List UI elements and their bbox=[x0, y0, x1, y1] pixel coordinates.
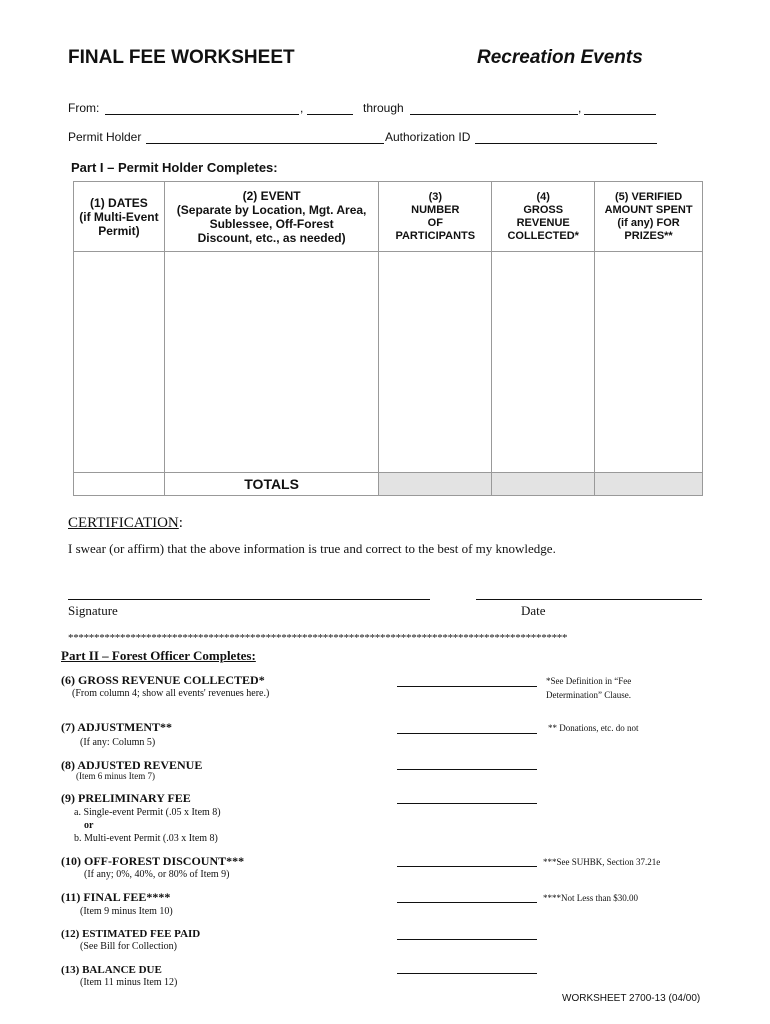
item-9-sub-b: b. Multi-event Permit (.03 x Item 8) bbox=[74, 833, 218, 844]
prizes-total-cell[interactable] bbox=[595, 473, 703, 496]
certification-text: I swear (or affirm) that the above information is true and correct to the best of my knowledge. bbox=[68, 541, 556, 556]
item-7-sub: (If any: Column 5) bbox=[80, 737, 156, 748]
item-12-field[interactable] bbox=[397, 939, 537, 940]
authorization-id-field[interactable] bbox=[475, 143, 657, 144]
col-dates-header bbox=[74, 182, 165, 252]
col-dates-line3: Permit) bbox=[98, 223, 140, 238]
part2-heading: Part II – Forest Officer Completes: bbox=[61, 648, 256, 663]
col-prizes-line3: (if any) FOR bbox=[617, 216, 680, 229]
authorization-id-label: Authorization ID bbox=[385, 130, 471, 144]
item-9-label: (9) PRELIMINARY FEE bbox=[61, 791, 191, 805]
table-entry-row bbox=[74, 252, 703, 473]
col-prizes-line2: AMOUNT SPENT bbox=[604, 203, 693, 216]
through-label: through bbox=[363, 101, 404, 115]
item-11-note: ****Not Less than $30.00 bbox=[543, 893, 638, 903]
col-event-line2: (Separate by Location, Mgt. Area, bbox=[176, 202, 367, 217]
date-field[interactable] bbox=[476, 599, 702, 600]
col-participants-line4: PARTICIPANTS bbox=[395, 229, 476, 242]
page-subtitle: Recreation Events bbox=[477, 47, 643, 68]
item-7-note: ** Donations, etc. do not bbox=[548, 723, 639, 733]
participants-total-cell[interactable] bbox=[379, 473, 492, 496]
permit-holder-label: Permit Holder bbox=[68, 130, 142, 144]
revenue-total-cell[interactable] bbox=[492, 473, 595, 496]
item-13-sub: (Item 11 minus Item 12) bbox=[80, 977, 178, 988]
col-event-line1: (2) EVENT bbox=[242, 188, 301, 203]
item-6-note-line2: Determination” Clause. bbox=[546, 690, 631, 700]
item-9-sub-a: a. Single-event Permit (.05 x Item 8) bbox=[74, 807, 221, 818]
item-6-note bbox=[546, 674, 631, 702]
prizes-entry-cell[interactable] bbox=[595, 252, 703, 473]
permit-holder-table bbox=[73, 181, 703, 496]
through-date-field[interactable] bbox=[410, 114, 578, 115]
item-7-label: (7) ADJUSTMENT** bbox=[61, 720, 173, 734]
certification-colon: : bbox=[178, 515, 183, 531]
through-year-field[interactable] bbox=[584, 114, 656, 115]
col-prizes-line4: PRIZES** bbox=[624, 229, 673, 242]
dates-entry-cell[interactable] bbox=[74, 252, 165, 473]
col-revenue-line2: GROSS bbox=[523, 203, 564, 216]
item-10-field[interactable] bbox=[397, 866, 537, 867]
item-10-label: (10) OFF-FOREST DISCOUNT*** bbox=[61, 854, 245, 868]
item-12-sub: (See Bill for Collection) bbox=[80, 941, 177, 952]
col-event-line3: Sublessee, Off-Forest bbox=[209, 216, 334, 231]
item-11-field[interactable] bbox=[397, 902, 537, 903]
item-10-note: ***See SUHBK, Section 37.21e bbox=[543, 857, 661, 867]
col-dates-line1: (1) DATES bbox=[90, 195, 148, 210]
from-label: From: bbox=[68, 101, 100, 115]
col-prizes-line1: (5) VERIFIED bbox=[614, 190, 683, 203]
signature-field[interactable] bbox=[68, 599, 430, 600]
col-prizes-header bbox=[595, 182, 703, 252]
revenue-entry-cell[interactable] bbox=[492, 252, 595, 473]
col-revenue-line4: COLLECTED* bbox=[507, 229, 579, 242]
from-comma: , bbox=[300, 101, 304, 115]
col-revenue-line3: REVENUE bbox=[516, 216, 570, 229]
from-date-field[interactable] bbox=[105, 114, 299, 115]
item-6-note-line1: *See Definition in “Fee bbox=[546, 676, 632, 686]
col-revenue-header bbox=[492, 182, 595, 252]
item-6-label: (6) GROSS REVENUE COLLECTED* bbox=[61, 673, 265, 687]
section-divider: ************************************************************************************************ bbox=[68, 632, 568, 644]
item-8-label: (8) ADJUSTED REVENUE bbox=[61, 758, 203, 772]
item-6-field[interactable] bbox=[397, 686, 537, 687]
item-11-label: (11) FINAL FEE**** bbox=[61, 890, 171, 904]
table-totals-row bbox=[74, 473, 703, 496]
from-year-field[interactable] bbox=[307, 114, 353, 115]
item-6-sub: (From column 4; show all events' revenues here.) bbox=[72, 688, 270, 699]
item-12-label: (12) ESTIMATED FEE PAID bbox=[61, 928, 201, 940]
item-9-sub-or: or bbox=[84, 820, 94, 831]
event-entry-cell[interactable] bbox=[164, 252, 379, 473]
item-7-field[interactable] bbox=[397, 733, 537, 734]
item-10-sub: (If any; 0%, 40%, or 80% of Item 9) bbox=[84, 869, 230, 880]
col-participants-line2: NUMBER bbox=[411, 203, 460, 216]
form-number: WORKSHEET 2700-13 (04/00) bbox=[562, 993, 701, 1004]
col-event-line4: Discount, etc., as needed) bbox=[197, 230, 346, 245]
certification-heading bbox=[68, 515, 183, 532]
item-8-sub: (Item 6 minus Item 7) bbox=[76, 771, 155, 781]
part1-heading: Part I – Permit Holder Completes: bbox=[71, 160, 278, 175]
item-13-label: (13) BALANCE DUE bbox=[61, 964, 162, 976]
col-revenue-line1: (4) bbox=[536, 190, 550, 203]
totals-label: TOTALS bbox=[164, 473, 379, 496]
col-event-header bbox=[164, 182, 379, 252]
permit-holder-field[interactable] bbox=[146, 143, 384, 144]
item-11-sub: (Item 9 minus Item 10) bbox=[80, 906, 173, 917]
through-comma: , bbox=[578, 101, 582, 115]
certification-heading-text: CERTIFICATION bbox=[68, 515, 179, 531]
signature-label: Signature bbox=[68, 603, 118, 618]
col-dates-line2: (if Multi-Event bbox=[79, 209, 159, 224]
item-9-field[interactable] bbox=[397, 803, 537, 804]
col-participants-line3: OF bbox=[427, 216, 443, 229]
col-participants-header bbox=[379, 182, 492, 252]
participants-entry-cell[interactable] bbox=[379, 252, 492, 473]
item-8-field[interactable] bbox=[397, 769, 537, 770]
page-title: FINAL FEE WORKSHEET bbox=[68, 47, 295, 68]
totals-blank-cell bbox=[74, 473, 165, 496]
table-header-row bbox=[74, 182, 703, 252]
date-label: Date bbox=[521, 603, 546, 618]
item-13-field[interactable] bbox=[397, 973, 537, 974]
col-participants-line1: (3) bbox=[428, 190, 443, 203]
